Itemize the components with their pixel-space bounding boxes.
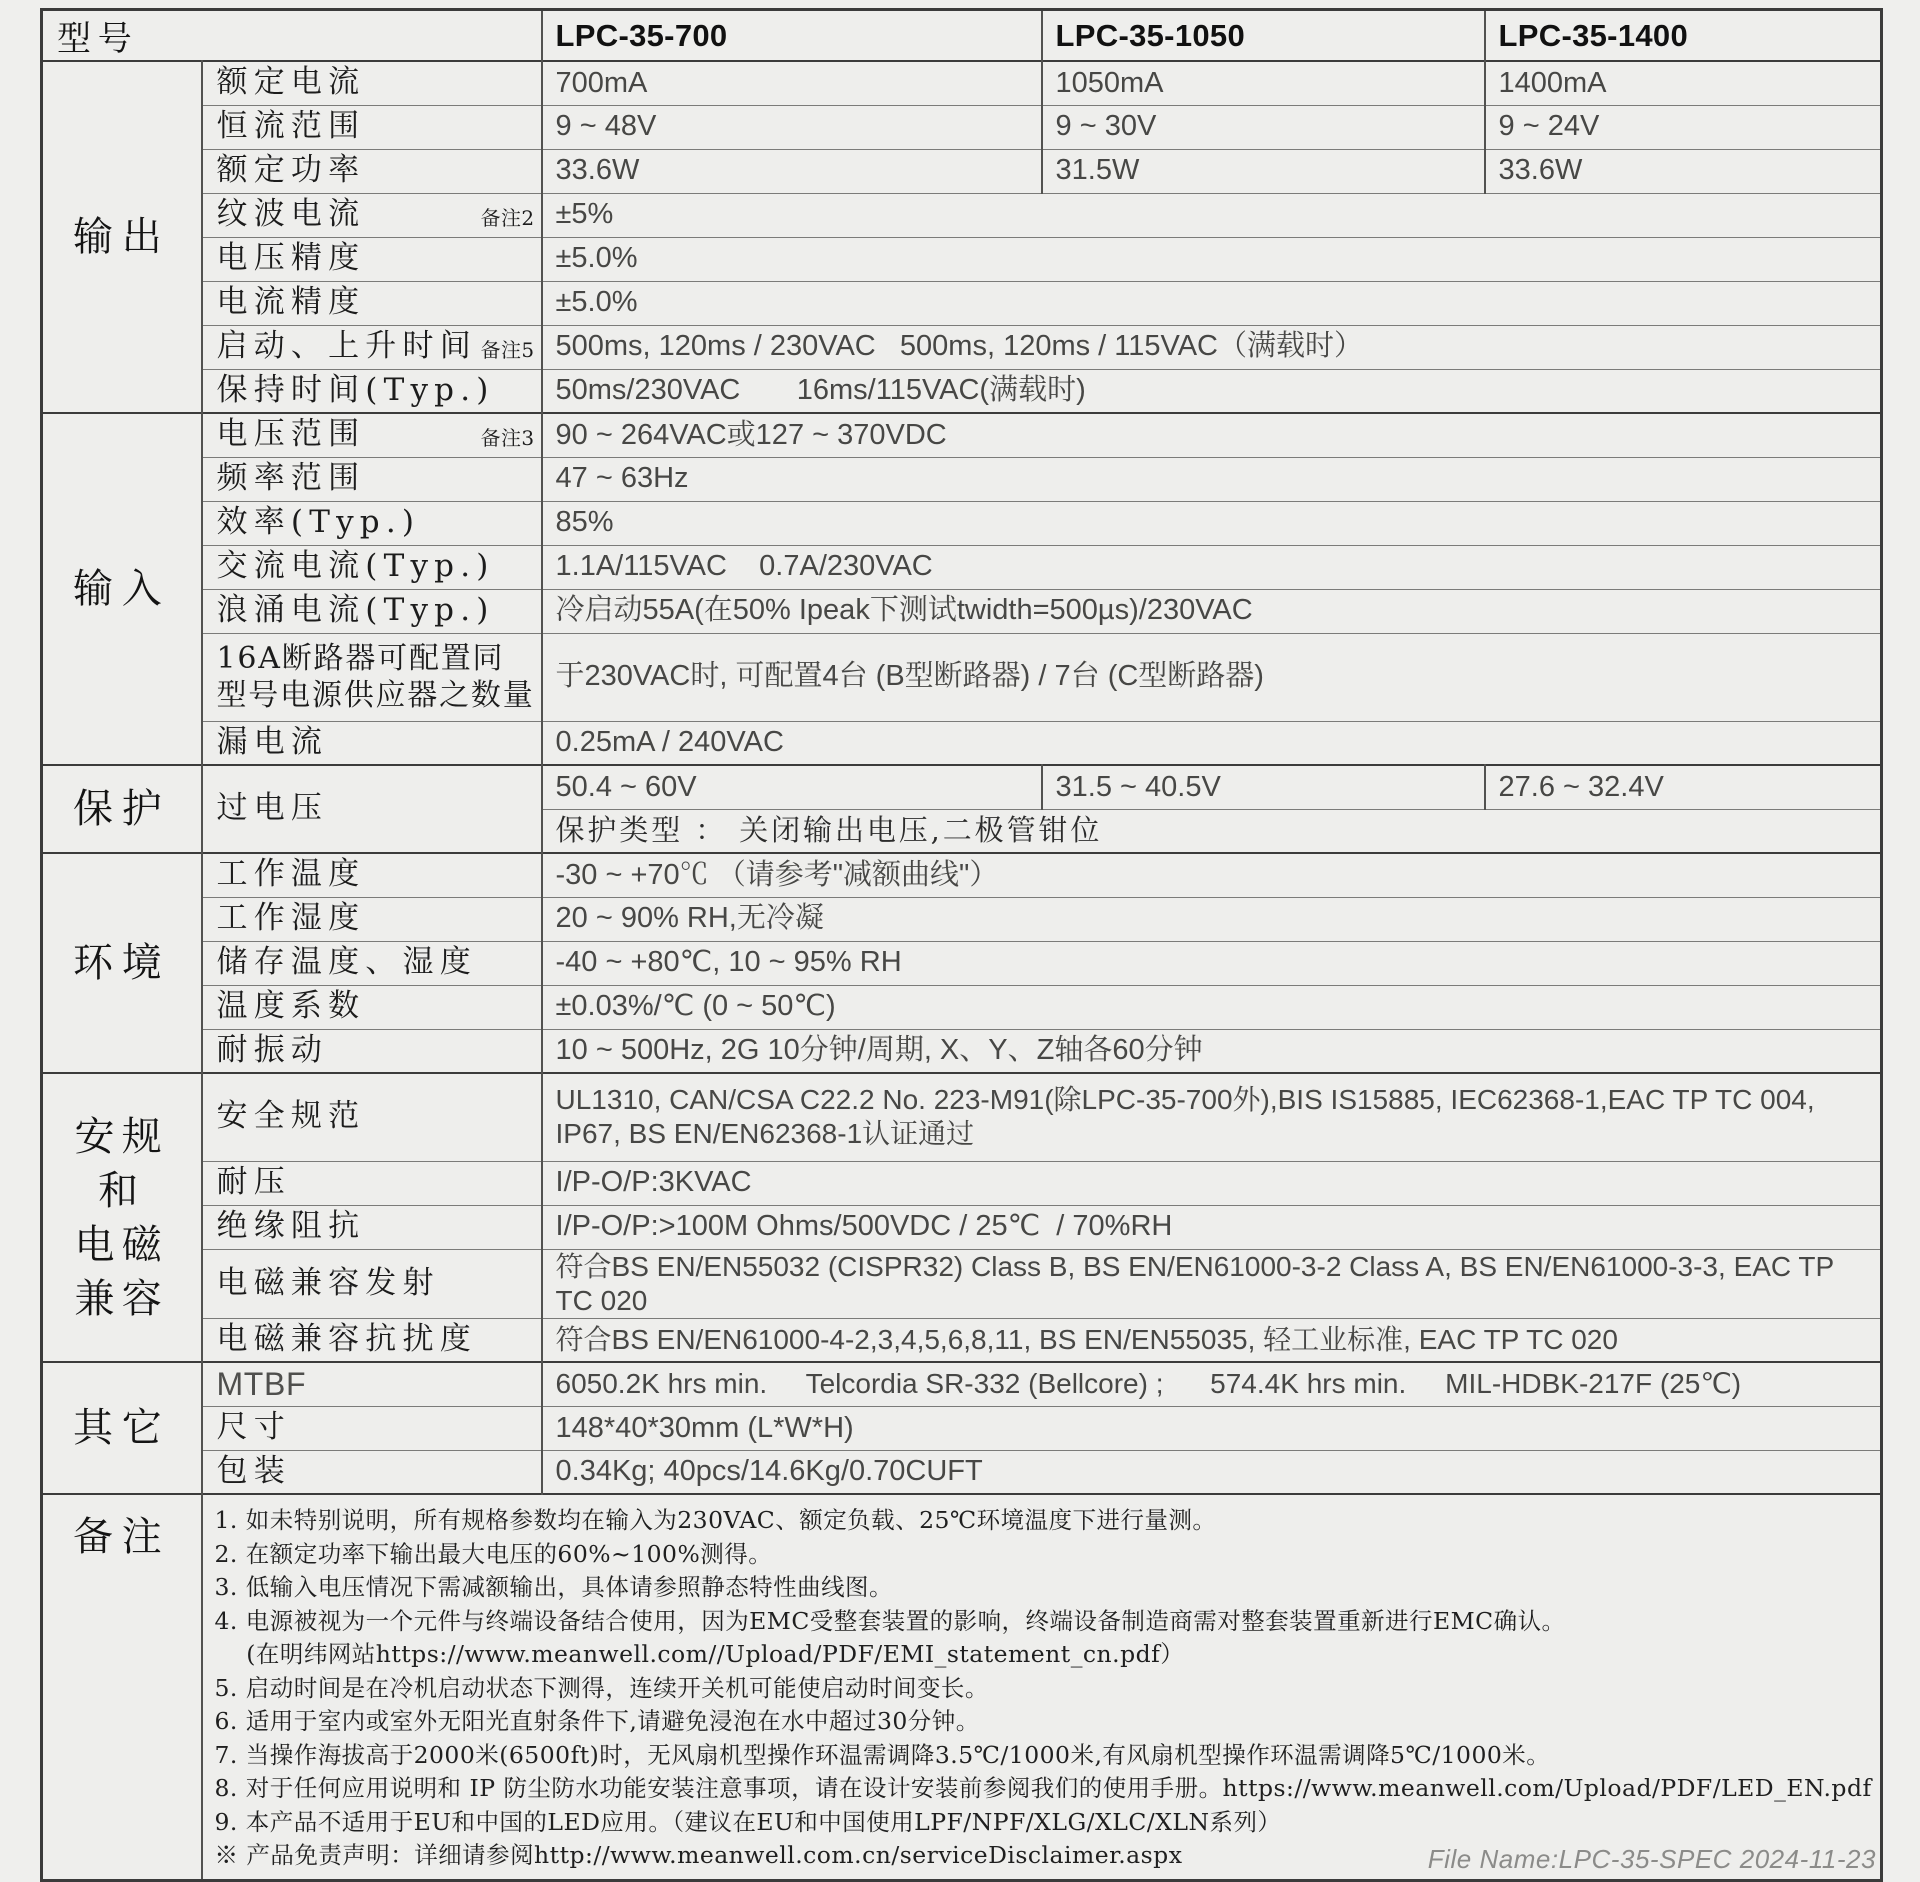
section-label-safety-emc	[42, 1073, 202, 1362]
label-working-humidity: 工作湿度	[202, 897, 542, 941]
label-efficiency: 效率(Typ.)	[202, 501, 542, 545]
row-inrush	[42, 589, 1882, 633]
spec-table	[40, 8, 1883, 1882]
cell-over-voltage-2: 27.6 ~ 32.4V	[1485, 765, 1882, 809]
cell-rated-power-0: 33.6W	[542, 149, 1042, 193]
note-tag-5: 备注5	[480, 337, 535, 362]
label-inrush: 浪涌电流(Typ.)	[202, 589, 542, 633]
cell-rated-current-0: 700mA	[542, 61, 1042, 105]
row-voltage-range	[42, 413, 1882, 457]
cell-over-voltage-1: 31.5 ~ 40.5V	[1042, 765, 1485, 809]
row-vibration	[42, 1029, 1882, 1073]
row-temp-coefficient	[42, 985, 1882, 1029]
cell-leakage: 0.25mA / 240VAC	[542, 721, 1882, 765]
cell-safety: UL1310, CAN/CSA C22.2 No. 223-M91(除LPC-35-700外),BIS IS15885, IEC62368-1,EAC TP TC 004, IP67, BS EN/EN62368-1认证通过	[542, 1073, 1882, 1161]
row-breaker	[42, 633, 1882, 721]
cell-current-tolerance: ±5.0%	[542, 281, 1882, 325]
note-item-disclaimer: ※ 产品免责声明：详细请参阅http://www.meanwell.com.cn/serviceDisclaimer.aspx	[214, 1841, 1183, 1870]
row-notes	[42, 1494, 1882, 1880]
label-isolation: 绝缘阻抗	[202, 1205, 542, 1249]
row-leakage	[42, 721, 1882, 765]
section-label-notes: 备注	[42, 1494, 202, 1880]
model-header-label: 型号	[42, 10, 542, 62]
cell-withstand: I/P-O/P:3KVAC	[542, 1161, 1882, 1205]
label-ac-current: 交流电流(Typ.)	[202, 545, 542, 589]
cell-freq-range: 47 ~ 63Hz	[542, 457, 1882, 501]
row-hold-up	[42, 369, 1882, 413]
row-storage	[42, 941, 1882, 985]
cell-packing: 0.34Kg; 40pcs/14.6Kg/0.70CUFT	[542, 1450, 1882, 1494]
label-voltage-tolerance: 电压精度	[202, 237, 542, 281]
cell-setup-rise: 500ms, 120ms / 230VAC 500ms, 120ms / 115VAC（满载时）	[542, 325, 1882, 369]
label-dimension: 尺寸	[202, 1406, 542, 1450]
label-cc-range: 恒流范围	[202, 105, 542, 149]
note-tag-2: 备注2	[480, 205, 535, 230]
label-leakage: 漏电流	[202, 721, 542, 765]
cell-cc-range-1: 9 ~ 30V	[1042, 105, 1485, 149]
row-current-tolerance	[42, 281, 1882, 325]
cell-over-voltage-0: 50.4 ~ 60V	[542, 765, 1042, 809]
cell-ac-current: 1.1A/115VAC 0.7A/230VAC	[542, 545, 1882, 589]
label-ripple: 纹波电流 备注2	[202, 193, 542, 237]
section-label-environment: 环境	[42, 853, 202, 1073]
header-row	[42, 10, 1882, 62]
cell-breaker: 于230VAC时, 可配置4台 (B型断路器) / 7台 (C型断路器)	[542, 633, 1882, 721]
label-temp-coefficient: 温度系数	[202, 985, 542, 1029]
row-working-temp	[42, 853, 1882, 897]
cell-cc-range-2: 9 ~ 24V	[1485, 105, 1882, 149]
label-rated-current: 额定电流	[202, 61, 542, 105]
row-voltage-tolerance	[42, 237, 1882, 281]
cell-working-humidity: 20 ~ 90% RH,无冷凝	[542, 897, 1882, 941]
row-immunity	[42, 1318, 1882, 1362]
note-item-2: 2. 在额定功率下输出最大电压的60%~100%测得。	[214, 1539, 773, 1568]
note-item-3: 3. 低输入电压情况下需减额输出，具体请参照静态特性曲线图。	[214, 1573, 893, 1602]
row-efficiency	[42, 501, 1882, 545]
label-storage: 储存温度、湿度	[202, 941, 542, 985]
label-setup-rise: 启动、上升时间 备注5	[202, 325, 542, 369]
note-item-7: 7. 当操作海拔高于2000米(6500ft)时，无风扇机型操作环温需调降3.5℃/1000米,有风扇机型操作环温需调降5℃/1000米。	[214, 1740, 1551, 1769]
note-item-1: 1. 如未特别说明，所有规格参数均在输入为230VAC、额定负载、25℃环境温度下进行量测。	[214, 1506, 1217, 1535]
cell-storage: -40 ~ +80℃, 10 ~ 95% RH	[542, 941, 1882, 985]
cell-cc-range-0: 9 ~ 48V	[542, 105, 1042, 149]
label-voltage-range: 电压范围 备注3	[202, 413, 542, 457]
note-item-4b: (在明纬网站https://www.meanwell.com//Upload/PDF/EMI_statement_cn.pdf）	[214, 1640, 1185, 1669]
label-packing: 包装	[202, 1450, 542, 1494]
cell-efficiency: 85%	[542, 501, 1882, 545]
section-label-output: 输出	[42, 61, 202, 413]
row-rated-current	[42, 61, 1882, 105]
row-freq-range	[42, 457, 1882, 501]
row-isolation	[42, 1205, 1882, 1249]
label-safety: 安全规范	[202, 1073, 542, 1161]
safety-emc-label-lines: 安规 和 电磁 兼容	[74, 1113, 169, 1322]
note-item-4: 4. 电源被视为一个元件与终端设备结合使用，因为EMC受整套装置的影响，终端设备制造商需对整套装置重新进行EMC确认。	[214, 1606, 1566, 1635]
note-tag-3: 备注3	[480, 425, 535, 450]
cell-working-temp: -30 ~ +70℃ （请参考"减额曲线"）	[542, 853, 1882, 897]
cell-temp-coefficient: ±0.03%/℃ (0 ~ 50℃)	[542, 985, 1882, 1029]
model-name-1050: LPC-35-1050	[1042, 10, 1485, 62]
label-working-temp: 工作温度	[202, 853, 542, 897]
label-vibration: 耐振动	[202, 1029, 542, 1073]
cell-protection-type: 保护类型 ： 关闭输出电压,二极管钳位	[542, 809, 1882, 853]
note-item-6: 6. 适用于室内或室外无阳光直射条件下,请避免浸泡在水中超过30分钟。	[214, 1707, 980, 1736]
row-emission	[42, 1249, 1882, 1318]
row-cc-range	[42, 105, 1882, 149]
section-label-protection: 保护	[42, 765, 202, 853]
label-immunity: 电磁兼容抗扰度	[202, 1318, 542, 1362]
label-withstand: 耐压	[202, 1161, 542, 1205]
row-packing	[42, 1450, 1882, 1494]
label-mtbf: MTBF	[202, 1362, 542, 1406]
section-label-input: 输入	[42, 413, 202, 765]
cell-inrush: 冷启动55A(在50% Ipeak下测试twidth=500µs)/230VAC	[542, 589, 1882, 633]
row-over-voltage	[42, 765, 1882, 809]
note-item-8: 8. 对于任何应用说明和 IP 防尘防水功能安装注意事项，请在设计安装前参阅我们的使用手册。https://www.meanwell.com/Upload/PDF/LED_EN.pdf	[214, 1774, 1872, 1803]
row-setup-rise	[42, 325, 1882, 369]
cell-hold-up: 50ms/230VAC 16ms/115VAC(满载时)	[542, 369, 1882, 413]
section-label-others: 其它	[42, 1362, 202, 1494]
row-mtbf	[42, 1362, 1882, 1406]
cell-rated-power-2: 33.6W	[1485, 149, 1882, 193]
label-over-voltage: 过电压	[202, 765, 542, 853]
label-rated-power: 额定功率	[202, 149, 542, 193]
row-rated-power	[42, 149, 1882, 193]
cell-emission: 符合BS EN/EN55032 (CISPR32) Class B, BS EN/EN61000-3-2 Class A, BS EN/EN61000-3-3, EAC TP TC 020	[542, 1249, 1882, 1318]
label-freq-range: 频率范围	[202, 457, 542, 501]
row-safety	[42, 1073, 1882, 1161]
cell-vibration: 10 ~ 500Hz, 2G 10分钟/周期, X、Y、Z轴各60分钟	[542, 1029, 1882, 1073]
cell-mtbf: 6050.2K hrs min. Telcordia SR-332 (Bellcore) ; 574.4K hrs min. MIL-HDBK-217F (25℃)	[542, 1362, 1882, 1406]
label-hold-up: 保持时间(Typ.)	[202, 369, 542, 413]
row-working-humidity	[42, 897, 1882, 941]
label-current-tolerance: 电流精度	[202, 281, 542, 325]
cell-immunity: 符合BS EN/EN61000-4-2,3,4,5,6,8,11, BS EN/EN55035, 轻工业标准, EAC TP TC 020	[542, 1318, 1882, 1362]
cell-voltage-tolerance: ±5.0%	[542, 237, 1882, 281]
cell-rated-current-1: 1050mA	[1042, 61, 1485, 105]
label-breaker: 16A断路器可配置同型号电源供应器之数量	[202, 633, 542, 721]
cell-dimension: 148*40*30mm (L*W*H)	[542, 1406, 1882, 1450]
file-name-footer: File Name:LPC-35-SPEC 2024-11-23	[1427, 1844, 1876, 1874]
notes-content	[202, 1494, 1882, 1880]
row-withstand	[42, 1161, 1882, 1205]
model-name-700: LPC-35-700	[542, 10, 1042, 62]
row-ripple	[42, 193, 1882, 237]
note-item-5: 5. 启动时间是在冷机启动状态下测得，连续开关机可能使启动时间变长。	[214, 1673, 989, 1702]
cell-ripple: ±5%	[542, 193, 1882, 237]
cell-rated-current-2: 1400mA	[1485, 61, 1882, 105]
row-ac-current	[42, 545, 1882, 589]
cell-voltage-range: 90 ~ 264VAC或127 ~ 370VDC	[542, 413, 1882, 457]
cell-rated-power-1: 31.5W	[1042, 149, 1485, 193]
row-dimension	[42, 1406, 1882, 1450]
note-item-9: 9. 本产品不适用于EU和中国的LED应用。（建议在EU和中国使用LPF/NPF/XLG/XLC/XLN系列）	[214, 1807, 1282, 1836]
model-name-1400: LPC-35-1400	[1485, 10, 1882, 62]
label-emission: 电磁兼容发射	[202, 1249, 542, 1318]
cell-isolation: I/P-O/P:>100M Ohms/500VDC / 25℃ / 70%RH	[542, 1205, 1882, 1249]
